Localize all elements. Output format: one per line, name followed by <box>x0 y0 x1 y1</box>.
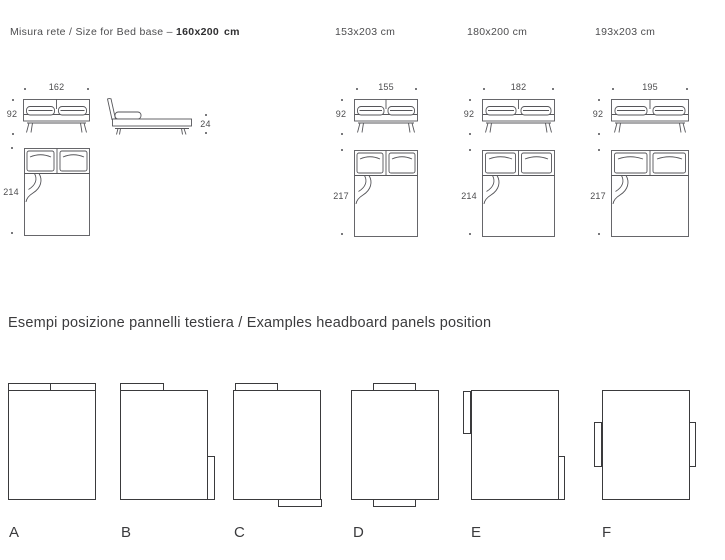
dimension-dot <box>469 149 471 151</box>
height-dimension-label: 92 <box>6 109 18 119</box>
bed-front-view-drawing <box>354 99 418 135</box>
bed-plan-view-drawing <box>24 148 90 236</box>
length-dimension-label: 214 <box>461 191 477 201</box>
dimension-dot <box>469 99 471 101</box>
bed-outline-example-f <box>602 390 690 500</box>
bed-plan-view-drawing <box>354 150 418 237</box>
bed-front-view-drawing <box>482 99 555 135</box>
headboard-panel-left-center <box>594 422 602 467</box>
bed-front-view-drawing <box>611 99 689 135</box>
width-dimension-label: 162 <box>48 82 65 92</box>
bed-base-size-title <box>10 26 240 38</box>
example-label: D <box>353 524 364 541</box>
dimension-dot <box>341 133 343 135</box>
length-dimension-label: 217 <box>590 191 606 201</box>
dimension-dot <box>11 147 13 149</box>
example-label: B <box>121 524 132 541</box>
bed-base-size-unit: cm <box>224 26 240 38</box>
size-column-header: 180x200 cm <box>467 26 528 38</box>
bed-plan-view-drawing <box>611 150 689 237</box>
headboard-panel-right-bottom <box>207 456 215 500</box>
headboard-panel-bottom-center <box>373 499 416 507</box>
example-label: A <box>9 524 20 541</box>
length-dimension-label: 214 <box>3 187 19 197</box>
dimension-dot <box>598 233 600 235</box>
height-dimension-label: 92 <box>335 109 347 119</box>
dimension-dot <box>11 232 13 234</box>
headboard-panel-bottom-right <box>278 499 322 507</box>
example-label: C <box>234 524 245 541</box>
dimension-dot <box>469 133 471 135</box>
example-label: E <box>471 524 482 541</box>
headboard-panel-left-top <box>463 391 471 434</box>
dimension-dot <box>12 99 14 101</box>
bed-outline-example-a <box>8 390 96 500</box>
height-dimension-label: 92 <box>592 109 604 119</box>
bed-base-size-value: 160x200 <box>176 26 220 38</box>
bed-outline-example-b <box>120 390 208 500</box>
bed-side-view-drawing <box>105 97 193 137</box>
dimension-dot <box>598 99 600 101</box>
bed-outline-example-e <box>471 390 559 500</box>
height-dimension-label: 92 <box>463 109 475 119</box>
width-dimension-label: 182 <box>510 82 527 92</box>
width-dimension-label: 155 <box>378 82 394 92</box>
dimension-dot <box>341 233 343 235</box>
dimension-dot <box>469 233 471 235</box>
bed-front-view-drawing <box>23 99 90 135</box>
bed-base-size-title-prefix: Misura rete / Size for Bed base – <box>10 26 177 38</box>
example-label: F <box>602 524 612 541</box>
width-dimension-label: 195 <box>642 82 658 92</box>
size-column-header: 153x203 cm <box>335 26 396 38</box>
size-column-header: 193x203 cm <box>595 26 656 38</box>
dimension-dot <box>205 132 207 134</box>
base-height-dimension-label: 24 <box>200 119 211 129</box>
dimension-dot <box>341 99 343 101</box>
bed-plan-view-drawing <box>482 150 555 237</box>
dimension-dot <box>341 149 343 151</box>
dimension-dot <box>205 114 207 116</box>
dimension-dot <box>598 133 600 135</box>
bed-outline-example-d <box>351 390 439 500</box>
dimension-dot <box>12 133 14 135</box>
length-dimension-label: 217 <box>333 191 349 201</box>
headboard-section-title: Esempi posizione pannelli testiera / Examples headboard panels position <box>8 315 492 331</box>
bed-outline-example-c <box>233 390 321 500</box>
dimension-dot <box>598 149 600 151</box>
